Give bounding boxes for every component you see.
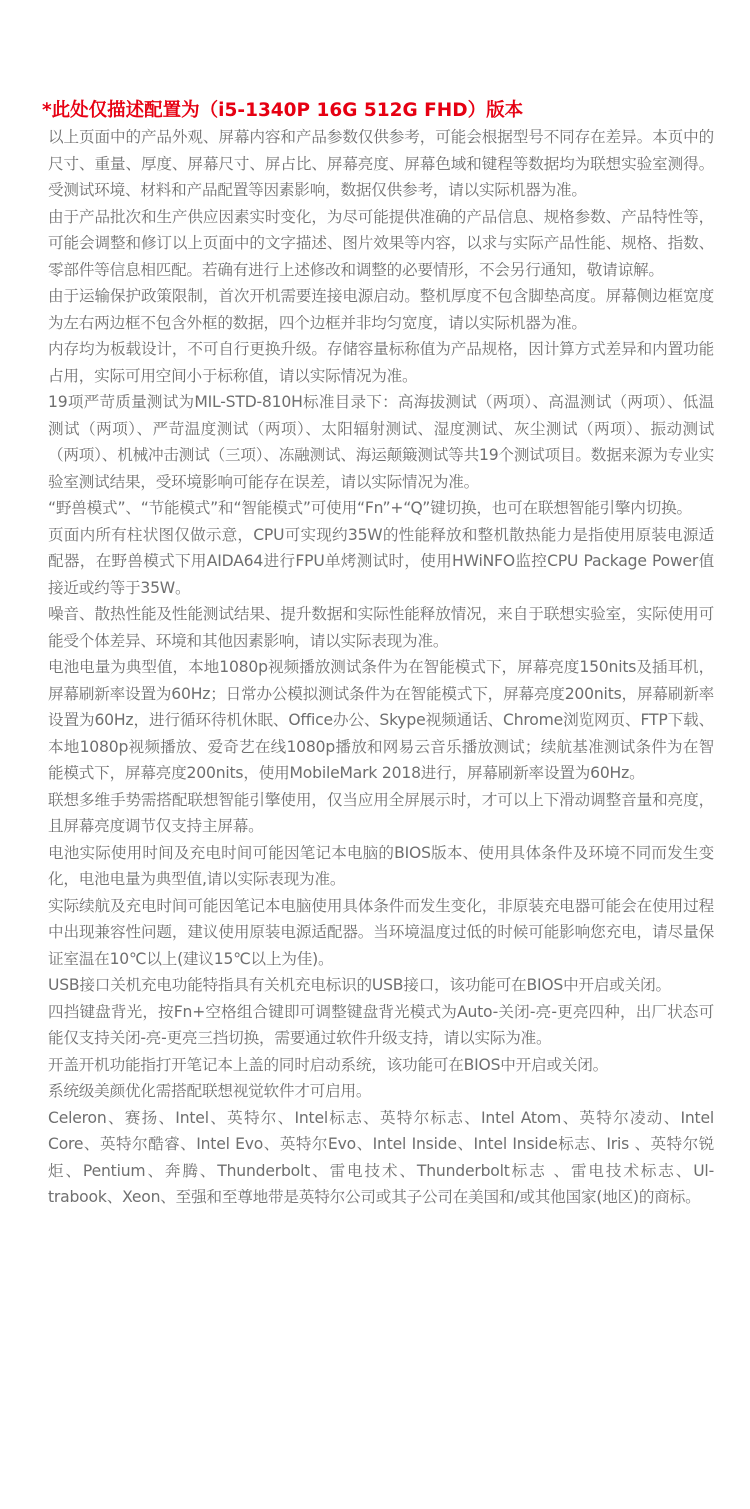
note-usb-charging: USB接口关机充电功能特指具有关机充电标识的USB接口，该功能可在BIOS中开启或关闭。 — [48, 976, 671, 994]
note-battery-tests: 电池电量为典型值，本地1080p视频播放测试条件为在智能模式下，屏幕亮度150nits及插耳机，屏幕刷新率设置为60Hz；日常办公模拟测试条件为在智能模式下，屏幕亮度200nits，屏幕刷新率设置为60Hz，进行循环待机休眠、Office办公、Skype视频通话、Chrome浏览网页、FTP下载、本地1080p视频播放、爱奇艺在线1080p播放和网易云音乐播放测试；续航基准测试条件为在智能模式下，屏幕亮度200nits，使用MobileMark 2018进行，屏幕刷新率设置为60Hz。 — [48, 658, 714, 782]
note-keyboard-backlight: 四挡键盘背光，按Fn+空格组合键即可调整键盘背光模式为Auto-关闭-亮-更亮四种，出厂状态可能仅支持关闭-亮-更亮三挡切换，需要通过软件升级支持，请以实际为准。 — [48, 1002, 714, 1047]
note-intel-trademarks: Celeron、赛扬、Intel、英特尔、Intel标志、英特尔标志、Intel Atom、英特尔凌动、Intel Core、英特尔酷睿、Intel Evo、英特尔Evo、Intel Inside、Intel Inside标志、Iris 、英特尔锐炬、Pentium、奔腾、Thunderbolt、雷电技术、Thunderbolt标志 、雷电技术标志、Ul-trabook、Xeon、至强和至尊地带是英特尔公司或其子公司在美国和/或其他国家(地区)的商标。 — [48, 1108, 714, 1206]
note-lid-open-boot: 开盖开机功能指打开笔记本上盖的同时启动系统，该功能可在BIOS中开启或关闭。 — [48, 1055, 609, 1074]
note-cpu-power: 页面内所有柱状图仅做示意，CPU可实现约35W的性能释放和整机散热能力是指使用原装电源适配器，在野兽模式下用AIDA64进行FPU单烤测试时，使用HWiNFO监控CPU Package Power值接近或约等于35W。 — [48, 525, 714, 597]
note-mil-std-tests: 19项严苛质量测试为MIL-STD-810H标准目录下：高海拔测试（两项）、高温测试（两项）、低温测试（两项）、严苛温度测试（两项）、太阳辐射测试、湿度测试、灰尘测试（两项）、振动测试（两项）、机械冲击测试（三项）、冻融测试、海运颠簸测试等共19个测试项目。数据来源为专业实验室测试结果，受环境影响可能存在误差，请以实际情况为准。 — [48, 393, 714, 491]
note-batch-changes: 由于产品批次和生产供应因素实时变化，为尽可能提供准确的产品信息、规格参数、产品特性等，可能会调整和修订以上页面中的文字描述、图片效果等内容，以求与实际产品性能、规格、指数、零部件等信息相匹配。若确有进行上述修改和调整的必要情形，不会另行通知，敬请谅解。 — [48, 207, 714, 279]
note-memory-storage: 内存均为板载设计，不可自行更换升级。存储容量标称值为产品规格，因计算方式差异和内置功能占用，实际可用空间小于标称值，请以实际情况为准。 — [48, 340, 714, 385]
disclaimer-notes — [48, 124, 714, 1211]
note-charging: 实际续航及充电时间可能因笔记本电脑使用具体条件而发生变化，非原装充电器可能会在使用过程中出现兼容性问题，建议使用原装电源适配器。当环境温度过低的时候可能影响您充电，请尽量保证室温在10℃以上(建议15℃以上为佳)。 — [48, 896, 714, 968]
note-gestures: 联想多维手势需搭配联想智能引擎使用，仅当应用全屏展示时，才可以上下滑动调整音量和亮度，且屏幕亮度调节仅支持主屏幕。 — [48, 790, 714, 835]
config-headline: *此处仅描述配置为（i5-1340P 16G 512G FHD）版本 — [42, 100, 524, 121]
note-beauty-optimization: 系统级美颜优化需搭配联想视觉软件才可启用。 — [48, 1082, 372, 1100]
note-transport-power: 由于运输保护政策限制，首次开机需要连接电源启动。整机厚度不包含脚垫高度。屏幕侧边框宽度为左右两边框不包含外框的数据，四个边框并非均匀宽度，请以实际机器为准。 — [48, 287, 714, 332]
note-appearance-params: 以上页面中的产品外观、屏幕内容和产品参数仅供参考，可能会根据型号不同存在差异。本页中的尺寸、重量、厚度、屏幕尺寸、屏占比、屏幕亮度、屏幕色域和键程等数据均为联想实验室测得。受测试环境、材料和产品配置等因素影响，数据仅供参考，请以实际机器为准。 — [48, 128, 714, 199]
note-battery-bios: 电池实际使用时间及充电时间可能因笔记本电脑的BIOS版本、使用具体条件及环境不同而发生变化，电池电量为典型值,请以实际表现为准。 — [48, 843, 714, 888]
note-noise-thermal: 噪音、散热性能及性能测试结果、提升数据和实际性能释放情况，来自于联想实验室，实际使用可能受个体差异、环境和其他因素影响，请以实际表现为准。 — [48, 605, 714, 650]
note-performance-modes: “野兽模式”、“节能模式”和“智能模式”可使用“Fn”+“Q”键切换，也可在联想智能引擎内切换。 — [48, 499, 692, 517]
